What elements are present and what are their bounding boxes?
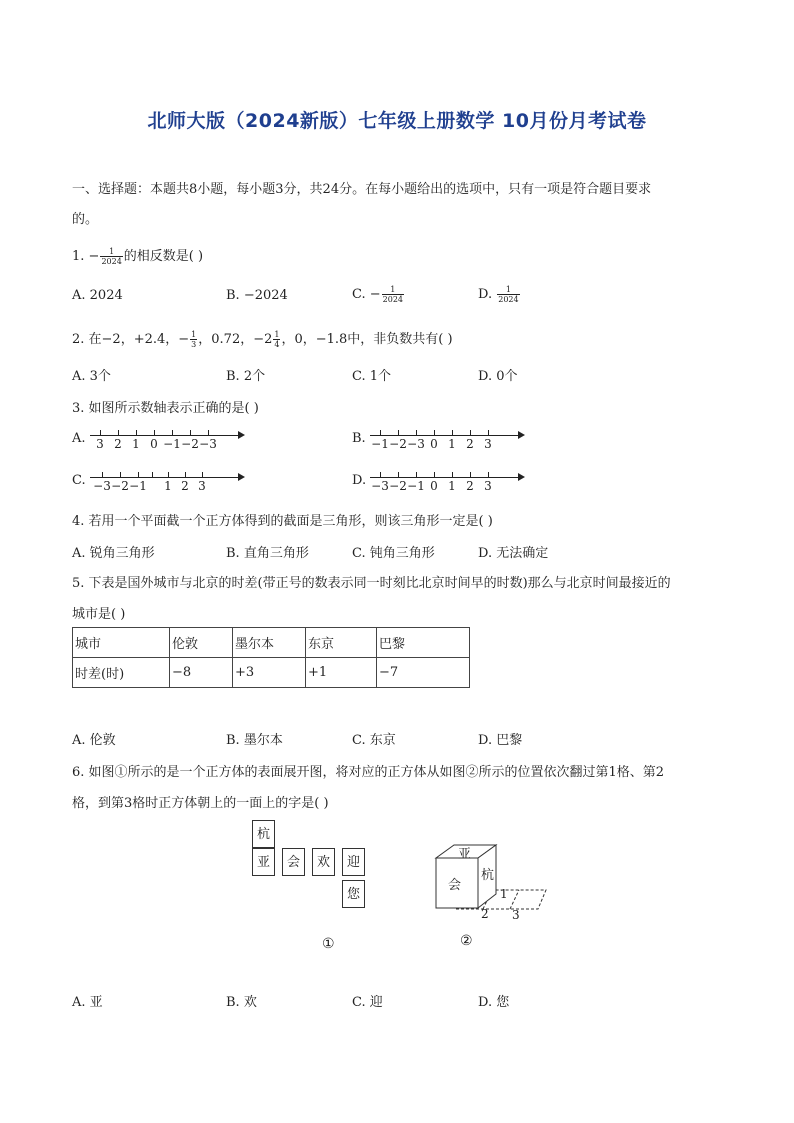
tick [380, 472, 381, 478]
tick [120, 472, 121, 478]
tick [118, 430, 119, 436]
table-cell: −8 [170, 658, 233, 688]
q2-text-1: 2. 在−2，+2.4，− [72, 332, 190, 347]
q3-option-d-label[interactable]: D. [352, 473, 367, 488]
page-title: 北师大版（2024新版）七年级上册数学 10月份月考试卷 [147, 110, 647, 132]
cube-diagram [420, 838, 560, 938]
tick-label: −3 [407, 437, 425, 451]
frac-den: 2024 [382, 295, 403, 304]
tick [434, 430, 435, 436]
tick-label: 2 [466, 437, 474, 451]
cube-front-char: 会 [448, 878, 462, 893]
table-cell: 城市 [73, 628, 170, 658]
q2-text-2: ，0.72，−2 [198, 332, 273, 347]
q2-text-3: ，0，−1.8中，非负数共有( ) [281, 332, 453, 347]
tick [470, 430, 471, 436]
tick [452, 472, 453, 478]
axis-line [90, 477, 238, 478]
tick-label: −1 [163, 437, 181, 451]
table-cell: +1 [306, 658, 377, 688]
tick-label: −2 [389, 437, 407, 451]
table-cell: 时差(时) [73, 658, 170, 688]
q2-option-d[interactable]: D. 0个 [478, 369, 518, 384]
tick [202, 472, 203, 478]
tick-label: −1 [371, 437, 389, 451]
table-cell: −7 [377, 658, 470, 688]
q1-fraction [100, 247, 122, 266]
tick-label: 0 [430, 479, 438, 493]
q6-option-d[interactable]: D. 您 [478, 995, 510, 1010]
tick-label: 1 [164, 479, 172, 493]
tick-label: −3 [93, 479, 111, 493]
tick-label: −2 [111, 479, 129, 493]
q4-option-d[interactable]: D. 无法确定 [478, 546, 549, 561]
question-6: 6. 如图①所示的是一个正方体的表面展开图，将对应的正方体从如图②所示的位置依次翻过第1格、第2 [72, 765, 665, 780]
q5-option-a[interactable]: A. 伦敦 [72, 733, 116, 748]
table-cell: +3 [233, 658, 306, 688]
figure-2-label: ② [460, 933, 473, 949]
question-2 [72, 328, 453, 349]
grid-divider [510, 890, 519, 909]
q1-option-a[interactable]: A. 2024 [72, 288, 123, 303]
tick [470, 472, 471, 478]
q2-option-b[interactable]: B. 2个 [226, 369, 266, 384]
q3-number-line-d[interactable] [370, 469, 525, 493]
tick [398, 472, 399, 478]
tick-label: 1 [448, 437, 456, 451]
net-cell-bottom: 您 [342, 880, 365, 908]
axis-line [90, 435, 238, 436]
tick [208, 430, 209, 436]
figure-1-label: ① [322, 936, 335, 952]
tick [452, 430, 453, 436]
tick-label: −2 [181, 437, 199, 451]
tick [185, 472, 186, 478]
tick [172, 430, 173, 436]
net-cell: 迎 [342, 848, 365, 876]
tick-label: −3 [371, 479, 389, 493]
table-cell: 巴黎 [377, 628, 470, 658]
q1-option-b[interactable]: B. −2024 [226, 288, 288, 303]
q3-option-a-label[interactable]: A. [72, 431, 86, 446]
cube-top-char: 亚 [458, 847, 472, 862]
table-cell: 墨尔本 [233, 628, 306, 658]
tick [416, 472, 417, 478]
question-5: 5. 下表是国外城市与北京的时差(带正号的数表示同一时刻比北京时间早的时数)那么与北京时间最接近的 [72, 576, 671, 591]
frac-den: 2024 [498, 295, 519, 304]
q3-option-b-label[interactable]: B. [352, 431, 366, 446]
table-row [73, 628, 470, 658]
frac-den: 2024 [101, 257, 122, 266]
tick [488, 430, 489, 436]
question-1 [72, 245, 203, 266]
section-heading-cont: 的。 [72, 212, 99, 227]
tick-label: −1 [407, 479, 425, 493]
q6-option-b[interactable]: B. 欢 [226, 995, 257, 1010]
frac-num: 1 [191, 330, 197, 339]
tick [168, 472, 169, 478]
tick [416, 430, 417, 436]
table-cell: 东京 [306, 628, 377, 658]
tick [488, 472, 489, 478]
tick-label: −2 [389, 479, 407, 493]
q4-option-c[interactable]: C. 钝角三角形 [352, 546, 435, 561]
net-cell-top: 杭 [252, 820, 275, 848]
q2-fraction-1 [190, 330, 197, 349]
tick [434, 472, 435, 478]
frac-den: 3 [191, 340, 197, 349]
section-heading: 一、选择题：本题共8小题，每小题3分，共24分。在每小题给出的选项中，只有一项是符合题目要求 [72, 182, 652, 197]
tick-label: 2 [466, 479, 474, 493]
question-3: 3. 如图所示数轴表示正确的是( ) [72, 401, 259, 416]
q6-option-c[interactable]: C. 迎 [352, 995, 383, 1010]
cube-side-char: 杭 [481, 868, 495, 883]
tick [138, 472, 139, 478]
frac-den: 4 [274, 340, 280, 349]
question-4: 4. 若用一个平面截一个正方体得到的截面是三角形，则该三角形一定是( ) [72, 514, 493, 529]
arrow-icon [238, 473, 245, 481]
q2-fraction-2 [273, 330, 280, 349]
frac-num: 1 [497, 285, 519, 295]
tick [380, 430, 381, 436]
tick [190, 430, 191, 436]
q5-option-c[interactable]: C. 东京 [352, 733, 396, 748]
q1-option-c[interactable] [352, 285, 405, 304]
tick-label: 1 [448, 479, 456, 493]
q1-suffix: 的相反数是( ) [123, 249, 204, 264]
axis-line [370, 477, 518, 478]
tick-label: 3 [484, 479, 492, 493]
tick-label: 0 [430, 437, 438, 451]
q3-number-line-b[interactable] [370, 427, 525, 451]
frac-num: 1 [274, 330, 280, 339]
tick-label: 0 [150, 437, 158, 451]
axis-line [370, 435, 518, 436]
net-cell: 欢 [312, 848, 335, 876]
q4-option-b[interactable]: B. 直角三角形 [226, 546, 309, 561]
tick-label: 2 [114, 437, 122, 451]
q3-number-line-c[interactable] [90, 469, 245, 493]
table-row [73, 658, 470, 688]
question-6-cont: 格，到第3格时正方体朝上的一面上的字是( ) [72, 796, 329, 811]
q1-option-c-prefix: C. − [352, 287, 381, 302]
tick-label: 3 [198, 479, 206, 493]
q3-number-line-a[interactable] [90, 427, 245, 451]
tick-label: 3 [96, 437, 104, 451]
q1-option-d-fraction [497, 285, 519, 304]
q1-option-c-fraction [382, 285, 404, 304]
grid-cell-2: 2 [481, 907, 489, 921]
q2-option-c[interactable]: C. 1个 [352, 369, 392, 384]
tick-label: 1 [132, 437, 140, 451]
frac-num: 1 [100, 247, 122, 257]
q6-option-a[interactable]: A. 亚 [72, 995, 103, 1010]
tick [102, 472, 103, 478]
tick [100, 430, 101, 436]
tick-label: 2 [181, 479, 189, 493]
tick-label: −1 [129, 479, 147, 493]
tick [136, 430, 137, 436]
tick-label: 3 [484, 437, 492, 451]
tick-label: −3 [199, 437, 217, 451]
q5-option-d[interactable]: D. 巴黎 [478, 733, 523, 748]
q3-option-c-label[interactable]: C. [72, 473, 86, 488]
tick [154, 430, 155, 436]
tick [398, 430, 399, 436]
net-cell: 会 [282, 848, 305, 876]
q1-prefix: 1. − [72, 249, 100, 264]
q2-option-a[interactable]: A. 3个 [72, 369, 111, 384]
grid-cell-1: 1 [500, 887, 508, 901]
net-cell: 亚 [252, 848, 275, 876]
q5-option-b[interactable]: B. 墨尔本 [226, 733, 283, 748]
arrow-icon [518, 473, 525, 481]
q1-option-d-prefix: D. [478, 287, 497, 302]
arrow-icon [238, 431, 245, 439]
grid-cell-3: 3 [512, 908, 520, 922]
q4-option-a[interactable]: A. 锐角三角形 [72, 546, 155, 561]
table-cell: 伦敦 [170, 628, 233, 658]
time-difference-table [72, 627, 470, 688]
frac-num: 1 [382, 285, 404, 295]
question-5-cont: 城市是( ) [72, 607, 126, 622]
q1-option-d[interactable] [478, 285, 521, 304]
arrow-icon [518, 431, 525, 439]
tick [152, 472, 153, 478]
